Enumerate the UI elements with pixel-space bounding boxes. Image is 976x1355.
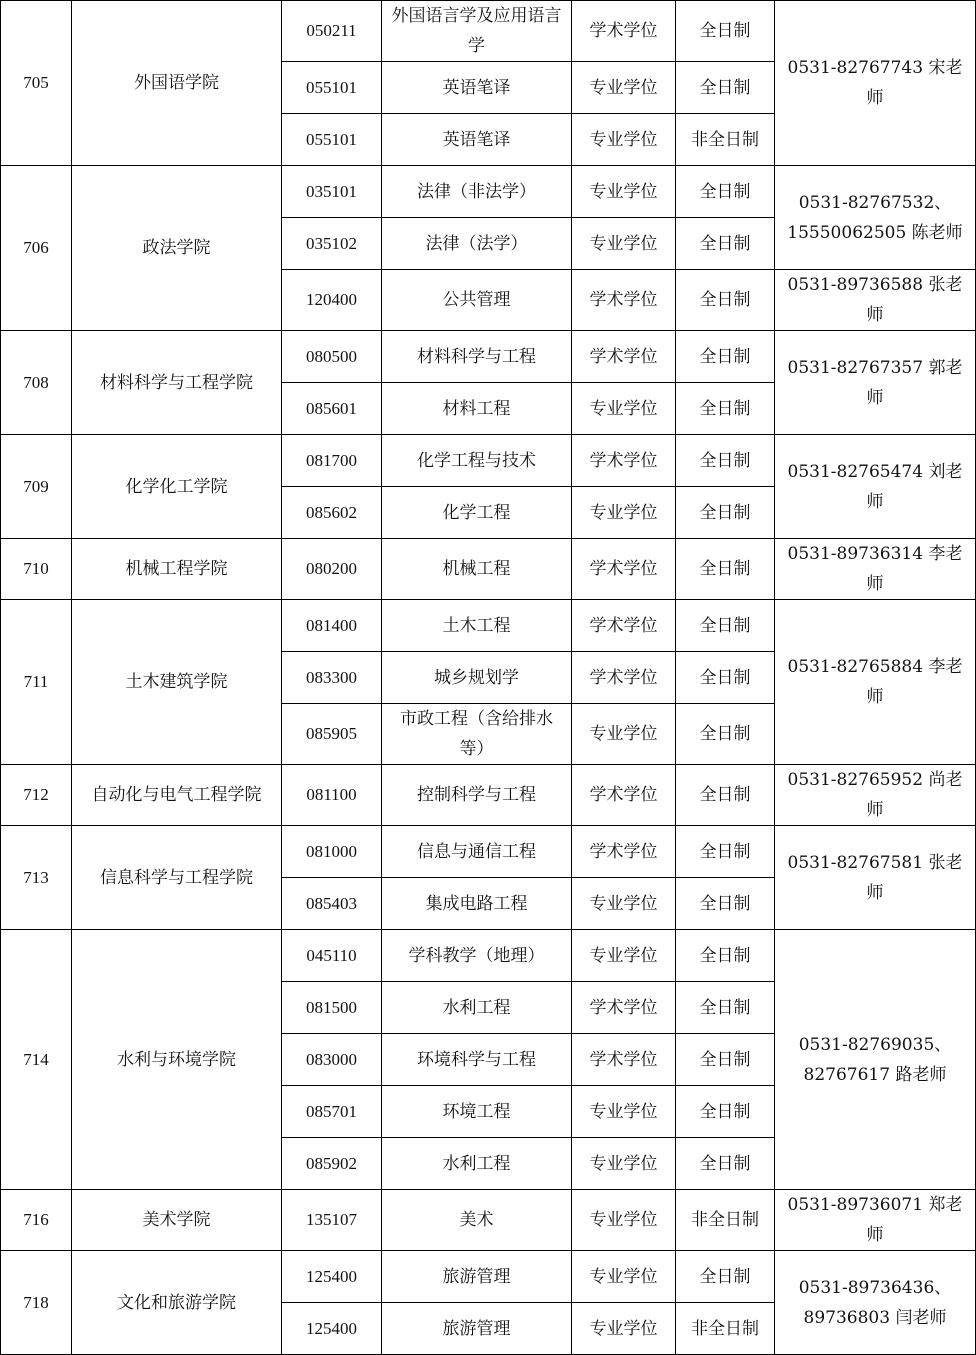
college-name: 美术学院 <box>72 1190 282 1251</box>
degree-type: 专业学位 <box>572 1138 676 1190</box>
major-name: 控制科学与工程 <box>382 765 572 826</box>
degree-type: 专业学位 <box>572 218 676 270</box>
college-number: 713 <box>1 826 72 930</box>
college-number: 711 <box>1 600 72 765</box>
study-mode: 全日制 <box>676 1138 775 1190</box>
major-code: 120400 <box>282 270 382 331</box>
major-name: 旅游管理 <box>382 1251 572 1303</box>
study-mode: 全日制 <box>676 435 775 487</box>
table-row <box>1 1 976 62</box>
college-number: 709 <box>1 435 72 539</box>
table-row <box>1 930 976 982</box>
college-number: 710 <box>1 539 72 600</box>
college-name: 机械工程学院 <box>72 539 282 600</box>
college-name: 文化和旅游学院 <box>72 1251 282 1355</box>
college-name: 土木建筑学院 <box>72 600 282 765</box>
major-name: 水利工程 <box>382 982 572 1034</box>
major-code: 035101 <box>282 166 382 218</box>
major-code: 085905 <box>282 704 382 765</box>
degree-type: 专业学位 <box>572 487 676 539</box>
table-row <box>1 435 976 487</box>
contact-info: 0531-82765474 刘老师 <box>775 435 976 539</box>
contact-info: 0531-89736314 李老师 <box>775 539 976 600</box>
major-code: 083300 <box>282 652 382 704</box>
major-name: 公共管理 <box>382 270 572 331</box>
major-code: 125400 <box>282 1303 382 1355</box>
degree-type: 学术学位 <box>572 826 676 878</box>
major-name: 水利工程 <box>382 1138 572 1190</box>
degree-type: 学术学位 <box>572 435 676 487</box>
college-number: 714 <box>1 930 72 1190</box>
degree-type: 专业学位 <box>572 704 676 765</box>
major-name: 市政工程（含给排水等） <box>382 704 572 765</box>
major-name: 机械工程 <box>382 539 572 600</box>
table-row <box>1 765 976 826</box>
college-number: 716 <box>1 1190 72 1251</box>
degree-type: 学术学位 <box>572 539 676 600</box>
college-number: 718 <box>1 1251 72 1355</box>
major-code: 081700 <box>282 435 382 487</box>
college-name: 政法学院 <box>72 166 282 331</box>
degree-type: 专业学位 <box>572 930 676 982</box>
degree-type: 学术学位 <box>572 600 676 652</box>
major-code: 055101 <box>282 62 382 114</box>
study-mode: 全日制 <box>676 652 775 704</box>
major-code: 081500 <box>282 982 382 1034</box>
study-mode: 全日制 <box>676 1034 775 1086</box>
study-mode: 全日制 <box>676 62 775 114</box>
major-name: 城乡规划学 <box>382 652 572 704</box>
contact-info: 0531-89736588 张老师 <box>775 270 976 331</box>
major-name: 英语笔译 <box>382 62 572 114</box>
college-number: 706 <box>1 166 72 331</box>
major-code: 081100 <box>282 765 382 826</box>
major-name: 集成电路工程 <box>382 878 572 930</box>
college-name: 水利与环境学院 <box>72 930 282 1190</box>
study-mode: 全日制 <box>676 600 775 652</box>
degree-type: 专业学位 <box>572 114 676 166</box>
major-name: 材料科学与工程 <box>382 331 572 383</box>
major-code: 085601 <box>282 383 382 435</box>
major-name: 英语笔译 <box>382 114 572 166</box>
degree-type: 专业学位 <box>572 1303 676 1355</box>
major-name: 化学工程与技术 <box>382 435 572 487</box>
major-name: 土木工程 <box>382 600 572 652</box>
table-row <box>1 539 976 600</box>
college-name: 外国语学院 <box>72 1 282 166</box>
study-mode: 全日制 <box>676 487 775 539</box>
study-mode: 非全日制 <box>676 114 775 166</box>
contact-info: 0531-82765884 李老师 <box>775 600 976 765</box>
contact-info: 0531-89736071 郑老师 <box>775 1190 976 1251</box>
degree-type: 专业学位 <box>572 62 676 114</box>
study-mode: 全日制 <box>676 1251 775 1303</box>
major-name: 环境科学与工程 <box>382 1034 572 1086</box>
major-code: 045110 <box>282 930 382 982</box>
major-code: 055101 <box>282 114 382 166</box>
major-code: 085701 <box>282 1086 382 1138</box>
major-code: 085403 <box>282 878 382 930</box>
major-code: 085902 <box>282 1138 382 1190</box>
major-code: 085602 <box>282 487 382 539</box>
major-code: 080500 <box>282 331 382 383</box>
degree-type: 学术学位 <box>572 331 676 383</box>
degree-type: 学术学位 <box>572 652 676 704</box>
degree-type: 专业学位 <box>572 1190 676 1251</box>
contact-info: 0531-82767532、15550062505 陈老师 <box>775 166 976 270</box>
contact-info: 0531-82769035、82767617 路老师 <box>775 930 976 1190</box>
degree-type: 专业学位 <box>572 1251 676 1303</box>
major-code: 125400 <box>282 1251 382 1303</box>
college-name: 化学化工学院 <box>72 435 282 539</box>
major-name: 环境工程 <box>382 1086 572 1138</box>
major-code: 080200 <box>282 539 382 600</box>
contact-info: 0531-89736436、89736803 闫老师 <box>775 1251 976 1355</box>
major-name: 信息与通信工程 <box>382 826 572 878</box>
major-name: 美术 <box>382 1190 572 1251</box>
degree-type: 学术学位 <box>572 1034 676 1086</box>
college-number: 708 <box>1 331 72 435</box>
table-row <box>1 331 976 383</box>
table-row <box>1 1251 976 1303</box>
major-name: 法律（法学） <box>382 218 572 270</box>
college-number: 712 <box>1 765 72 826</box>
table-row <box>1 600 976 652</box>
college-name: 自动化与电气工程学院 <box>72 765 282 826</box>
study-mode: 全日制 <box>676 826 775 878</box>
study-mode: 全日制 <box>676 765 775 826</box>
major-name: 材料工程 <box>382 383 572 435</box>
major-name: 学科教学（地理） <box>382 930 572 982</box>
study-mode: 全日制 <box>676 1 775 62</box>
study-mode: 全日制 <box>676 383 775 435</box>
major-name: 外国语言学及应用语言学 <box>382 1 572 62</box>
major-code: 035102 <box>282 218 382 270</box>
degree-type: 学术学位 <box>572 765 676 826</box>
degree-type: 学术学位 <box>572 1 676 62</box>
major-code: 081000 <box>282 826 382 878</box>
contact-info: 0531-82767581 张老师 <box>775 826 976 930</box>
study-mode: 全日制 <box>676 166 775 218</box>
study-mode: 全日制 <box>676 1086 775 1138</box>
study-mode: 全日制 <box>676 218 775 270</box>
major-code: 081400 <box>282 600 382 652</box>
degree-type: 学术学位 <box>572 270 676 331</box>
study-mode: 全日制 <box>676 982 775 1034</box>
study-mode: 全日制 <box>676 704 775 765</box>
degree-type: 专业学位 <box>572 878 676 930</box>
major-code: 083000 <box>282 1034 382 1086</box>
study-mode: 全日制 <box>676 270 775 331</box>
major-name: 法律（非法学） <box>382 166 572 218</box>
study-mode: 全日制 <box>676 930 775 982</box>
degree-type: 专业学位 <box>572 383 676 435</box>
study-mode: 非全日制 <box>676 1303 775 1355</box>
major-code: 050211 <box>282 1 382 62</box>
major-name: 旅游管理 <box>382 1303 572 1355</box>
degree-type: 专业学位 <box>572 166 676 218</box>
degree-type: 专业学位 <box>572 1086 676 1138</box>
college-name: 信息科学与工程学院 <box>72 826 282 930</box>
table-row <box>1 826 976 878</box>
major-name: 化学工程 <box>382 487 572 539</box>
degree-type: 学术学位 <box>572 982 676 1034</box>
contact-info: 0531-82767743 宋老师 <box>775 1 976 166</box>
study-mode: 全日制 <box>676 539 775 600</box>
study-mode: 全日制 <box>676 331 775 383</box>
study-mode: 非全日制 <box>676 1190 775 1251</box>
contact-info: 0531-82765952 尚老师 <box>775 765 976 826</box>
study-mode: 全日制 <box>676 878 775 930</box>
college-number: 705 <box>1 1 72 166</box>
table-row <box>1 1190 976 1251</box>
contact-info: 0531-82767357 郭老师 <box>775 331 976 435</box>
table-row <box>1 166 976 218</box>
major-code: 135107 <box>282 1190 382 1251</box>
college-name: 材料科学与工程学院 <box>72 331 282 435</box>
